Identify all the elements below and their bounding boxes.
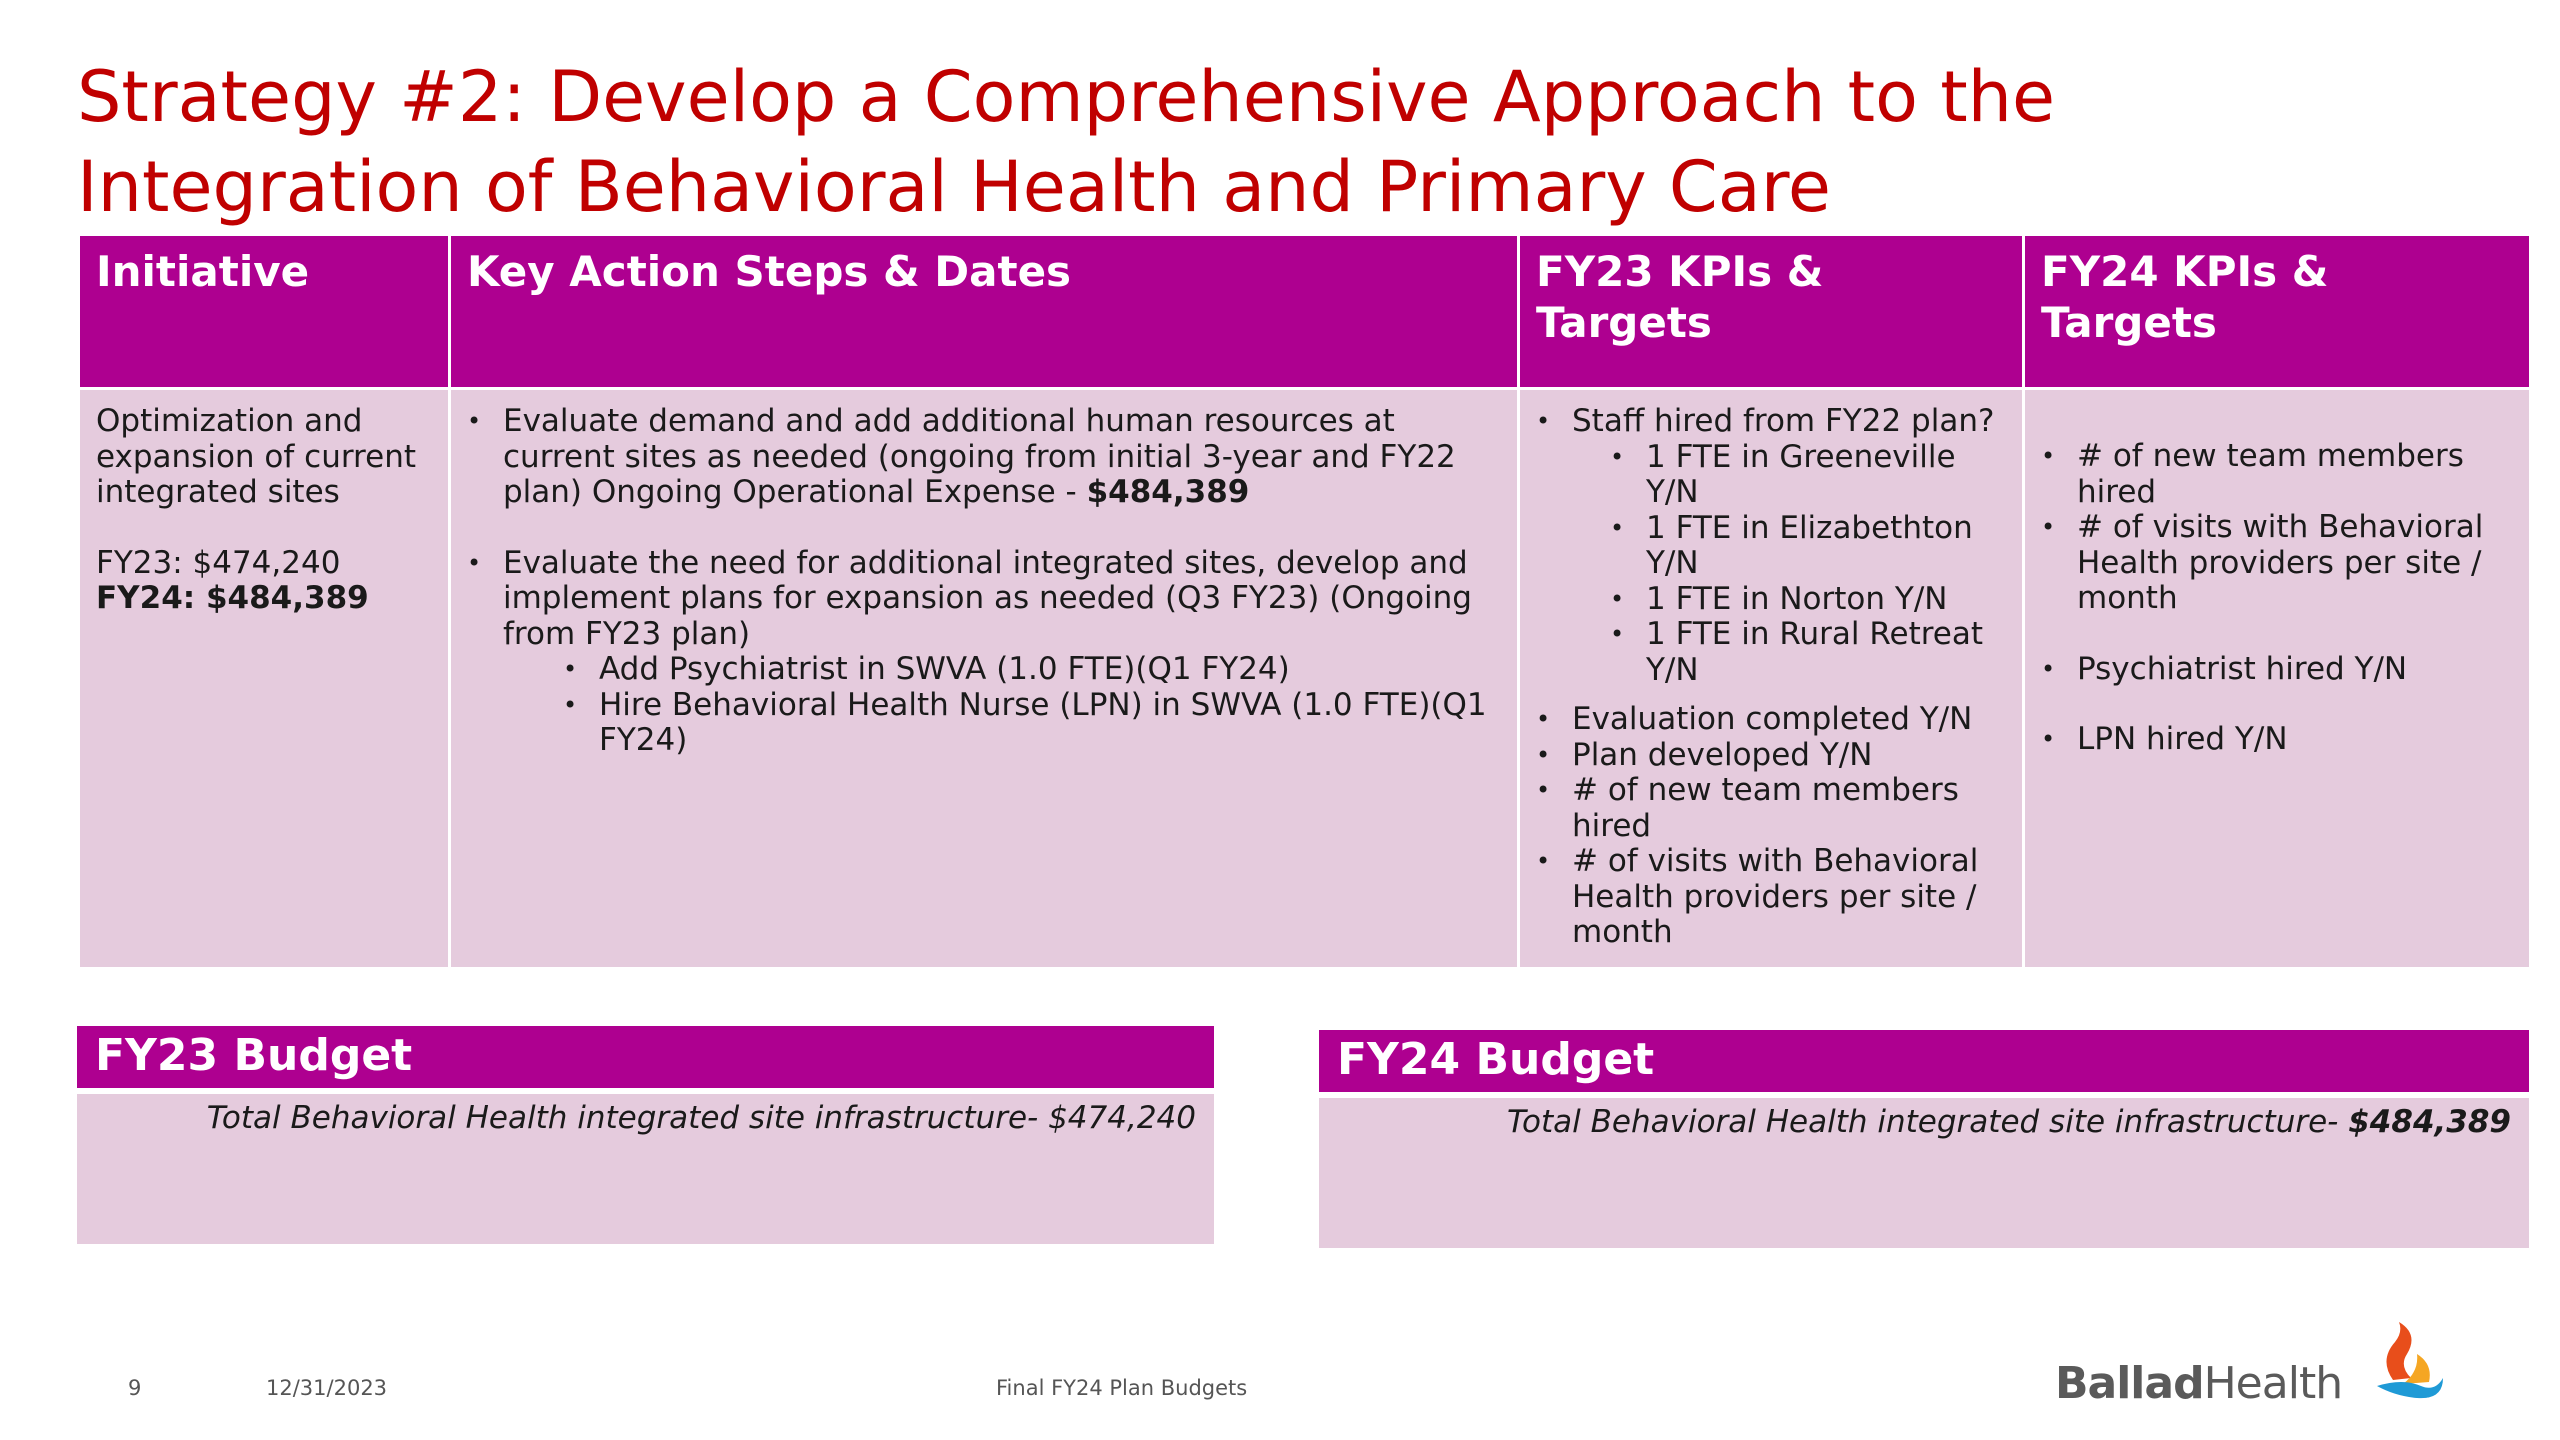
list-item: • # of visits with Behavioral Health providers per site / month — [1536, 844, 2006, 951]
table-row — [80, 390, 2529, 967]
ballad-health-logo-icon — [2373, 1320, 2445, 1400]
fy24-budget-title: FY24 Budget — [1319, 1030, 2529, 1092]
title-line-1: Strategy #2: Develop a Comprehensive Approach to the — [77, 56, 2056, 138]
logo-wordmark: BalladHealth — [2055, 1358, 2343, 1409]
action-substep-1: • Add Psychiatrist in SWVA (1.0 FTE)(Q1 FY24) — [563, 652, 1501, 688]
header-fy24-kpis: FY24 KPIs & Targets — [2025, 236, 2529, 387]
fy24-budget-amount: $484,389 — [2348, 1104, 2511, 1140]
action-substeps — [503, 652, 1501, 759]
list-item: • Evaluation completed Y/N — [1536, 702, 2006, 738]
action-step-2: • Evaluate the need for additional integrated sites, develop and implement plans for expansion as needed (Q3 FY23) (Ongoing from FY23 plan) • Add Psychiatrist in SWVA (1.0 FTE)(Q1 FY24) • Hire Behavioral Health Nurse (LPN) in SWVA (1.0 FTE)(Q1 FY24) — [467, 546, 1501, 759]
fy24-kpi-psychiatrist: • Psychiatrist hired Y/N — [2041, 652, 2513, 688]
action-substep-2: • Hire Behavioral Health Nurse (LPN) in SWVA (1.0 FTE)(Q1 FY24) — [563, 688, 1501, 759]
initiative-fy24: FY24: $484,389 — [96, 580, 369, 616]
list-item: • 1 FTE in Norton Y/N — [1610, 582, 2006, 618]
ballad-health-logo — [2055, 1320, 2455, 1410]
footer-page-number: 9 — [128, 1376, 142, 1400]
table-header-row — [80, 236, 2529, 387]
fy23-kpi-staff: • Staff hired from FY22 plan? • 1 FTE in Greeneville Y/N • 1 FTE in Elizabethton Y/N • 1 FTE in Norton Y/N • 1 FTE in Rural Retreat Y/N — [1536, 404, 2006, 688]
header-key-action-steps: Key Action Steps & Dates — [451, 236, 1517, 387]
strategy-table — [77, 233, 2532, 970]
fy24-kpi-list — [2041, 439, 2513, 758]
action-steps-list — [467, 404, 1501, 759]
fy23-budget-line: Total Behavioral Health integrated site infrastructure- $474,240 — [77, 1094, 1214, 1244]
list-item: • 1 FTE in Greeneville Y/N — [1610, 440, 2006, 511]
fy24-budget-box — [1319, 1030, 2529, 1248]
list-item: • # of visits with Behavioral Health providers per site / month — [2041, 510, 2513, 617]
fy23-kpi-list — [1536, 404, 2006, 951]
header-fy23-kpis: FY23 KPIs & Targets — [1520, 236, 2022, 387]
fy24-kpis-cell — [2025, 390, 2529, 967]
action-step-1-amount: $484,389 — [1086, 474, 1250, 510]
initiative-cell — [80, 390, 448, 967]
action-step-1: • Evaluate demand and add additional human resources at current sites as needed (ongoing from initial 3-year and FY22 plan) Ongoing Operational Expense - $484,389 — [467, 404, 1501, 511]
action-steps-cell — [451, 390, 1517, 967]
footer-center-text: Final FY24 Plan Budgets — [996, 1376, 1248, 1400]
initiative-fy23: FY23: $474,240 — [96, 544, 341, 581]
list-item: • # of new team members hired — [1536, 773, 2006, 844]
header-initiative: Initiative — [80, 236, 448, 387]
fy24-kpi-lpn: • LPN hired Y/N — [2041, 722, 2513, 758]
fy23-fte-list — [1572, 440, 2006, 689]
footer-date: 12/31/2023 — [266, 1376, 388, 1400]
fy23-kpis-cell — [1520, 390, 2022, 967]
list-item: • Plan developed Y/N — [1536, 738, 2006, 774]
slide-title — [77, 52, 2497, 232]
fy23-budget-box — [77, 1026, 1214, 1244]
list-item: • 1 FTE in Elizabethton Y/N — [1610, 511, 2006, 582]
fy24-budget-line: Total Behavioral Health integrated site infrastructure- $484,389 — [1319, 1098, 2529, 1248]
list-item: • 1 FTE in Rural Retreat Y/N — [1610, 617, 2006, 688]
initiative-text: Optimization and expansion of current integrated sites — [96, 403, 416, 510]
fy23-budget-title: FY23 Budget — [77, 1026, 1214, 1088]
title-line-2: Integration of Behavioral Health and Primary Care — [77, 146, 1831, 228]
list-item: • # of new team members hired — [2041, 439, 2513, 510]
